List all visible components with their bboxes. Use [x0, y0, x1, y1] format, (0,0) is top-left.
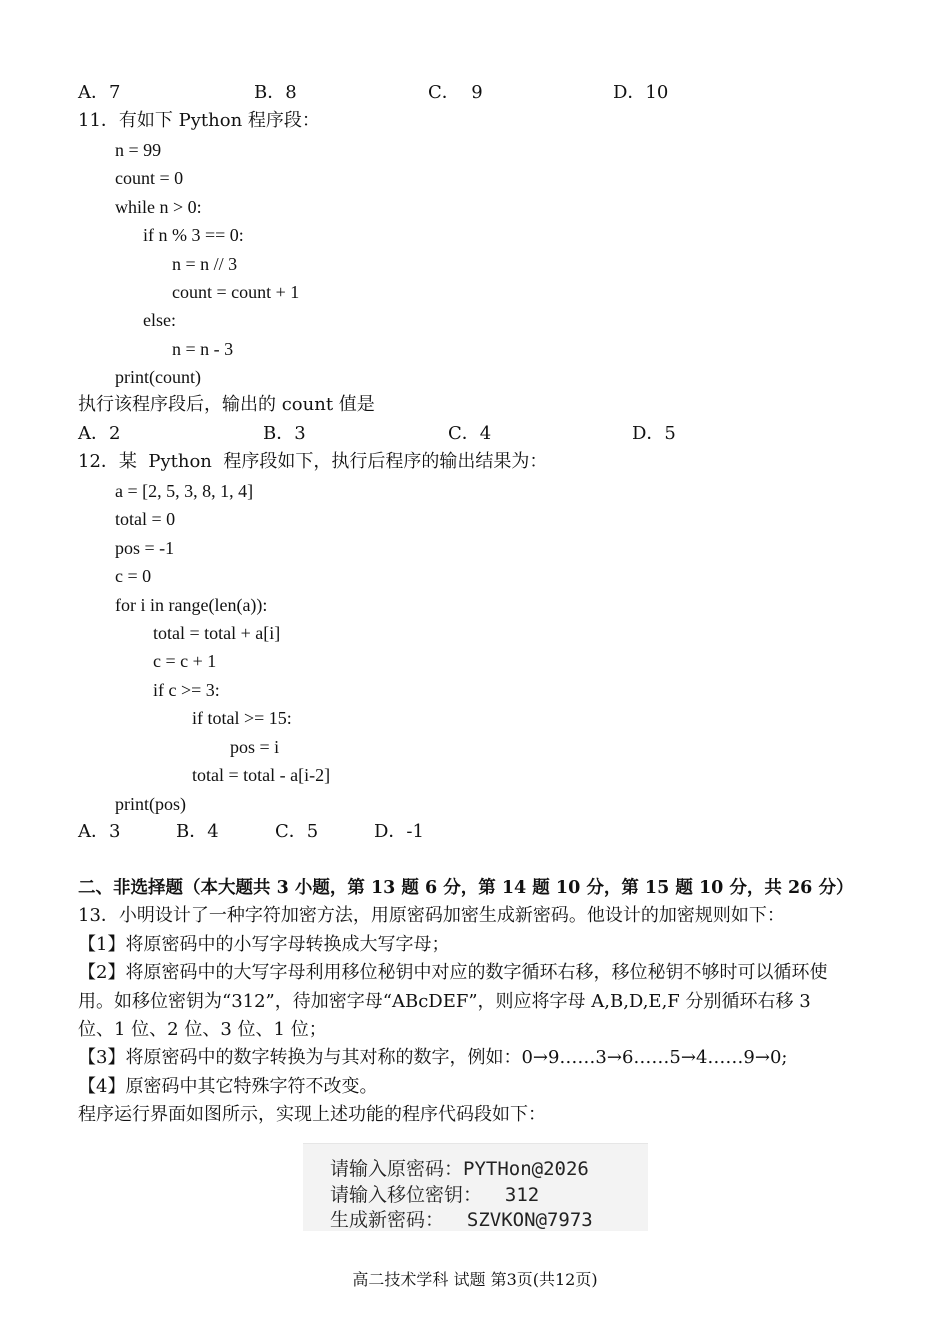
q11-code-line: count = count + 1: [172, 282, 300, 302]
terminal-line-input-key: [330, 1182, 539, 1208]
q11-code-line: n = 99: [115, 140, 162, 160]
q11-question: 执行该程序段后，输出的 count 值是: [78, 394, 375, 415]
q11-code-line: n = n // 3: [172, 254, 238, 274]
program-output-screenshot: [303, 1143, 648, 1231]
q13-rule: 【2】将原密码中的大写字母利用移位秘钥中对应的数字循环右移，移位秘钥不够时可以循环使: [78, 962, 828, 983]
q10-option-c: C． 9: [428, 82, 483, 103]
q12-option-d: D．-1: [374, 821, 424, 842]
q13-rule: 【1】将原密码中的小写字母转换成大写字母；: [78, 934, 450, 955]
q12-code-line: pos = i: [230, 737, 280, 757]
terminal-label: 请输入移位密钥：: [330, 1184, 483, 1206]
q12-code-line: total = 0: [115, 509, 176, 529]
terminal-label: 请输入原密码：: [330, 1158, 464, 1180]
q12-option-a: A．3: [78, 821, 121, 842]
q11-stem: 11．有如下 Python 程序段：: [78, 110, 320, 131]
q11-option-c: C．4: [448, 423, 492, 444]
q12-code-line: a = [2, 5, 3, 8, 1, 4]: [115, 481, 254, 501]
q13-line: 位、1 位、2 位、3 位、1 位；: [78, 1019, 327, 1040]
q13-rule: 【4】原密码中其它特殊字符不改变。: [78, 1076, 378, 1097]
q12-code-line: pos = -1: [115, 538, 175, 558]
page-footer: 高二技术学科 试题 第3页(共12页): [352, 1270, 598, 1289]
q12-option-c: C．5: [275, 821, 319, 842]
terminal-line-new-password: [330, 1207, 593, 1233]
q11-option-d: D．5: [632, 423, 676, 444]
terminal-label: 生成新密码：: [330, 1209, 445, 1231]
terminal-value: 312: [482, 1184, 540, 1206]
q11-code-line: while n > 0:: [115, 197, 202, 217]
q13-line: 程序运行界面如图所示，实现上述功能的程序代码段如下：: [78, 1104, 546, 1125]
q11-code-line: else:: [143, 310, 176, 330]
q12-code-line: c = c + 1: [153, 651, 217, 671]
q12-code-line: c = 0: [115, 566, 152, 586]
q12-code-line: for i in range(len(a)):: [115, 595, 268, 615]
q12-code-line: if total >= 15:: [192, 708, 292, 728]
q11-code-line: count = 0: [115, 168, 184, 188]
q13-line: 13．小明设计了一种字符加密方法，用原密码加密生成新密码。他设计的加密规则如下：: [78, 905, 785, 926]
terminal-value: SZVKON@7973: [444, 1209, 593, 1231]
q12-stem: 12．某 Python 程序段如下，执行后程序的输出结果为：: [78, 451, 548, 472]
q12-code-line: total = total + a[i]: [153, 623, 281, 643]
q11-option-a: A．2: [78, 423, 121, 444]
q12-code-line: if c >= 3:: [153, 680, 220, 700]
q11-code-line: n = n - 3: [172, 339, 234, 359]
q11-code-line: if n % 3 == 0:: [143, 225, 244, 245]
q13-rule: 【3】将原密码中的数字转换为与其对称的数字，例如：0→9……3→6……5→4……9→0;: [78, 1047, 788, 1068]
section-heading: 二、非选择题（本大题共 3 小题，第 13 题 6 分，第 14 题 10 分，第 15 题 10 分，共 26 分）: [78, 878, 854, 898]
q10-option-d: D．10: [613, 82, 669, 103]
q12-code-line: print(pos): [115, 794, 186, 814]
q13-line: 用。如移位密钥为“312”，待加密字母“ABcDEF”，则应将字母 A,B,D,E,F 分别循环右移 3: [78, 991, 811, 1012]
terminal-value: PYTHon@2026: [463, 1158, 589, 1180]
q11-option-b: B．3: [263, 423, 306, 444]
q12-option-b: B．4: [176, 821, 219, 842]
q10-option-b: B．8: [254, 82, 297, 103]
q10-option-a: A．7: [78, 82, 121, 103]
q12-code-line: total = total - a[i-2]: [192, 765, 331, 785]
terminal-line-input-password: [330, 1156, 589, 1182]
q11-code-line: print(count): [115, 367, 201, 387]
